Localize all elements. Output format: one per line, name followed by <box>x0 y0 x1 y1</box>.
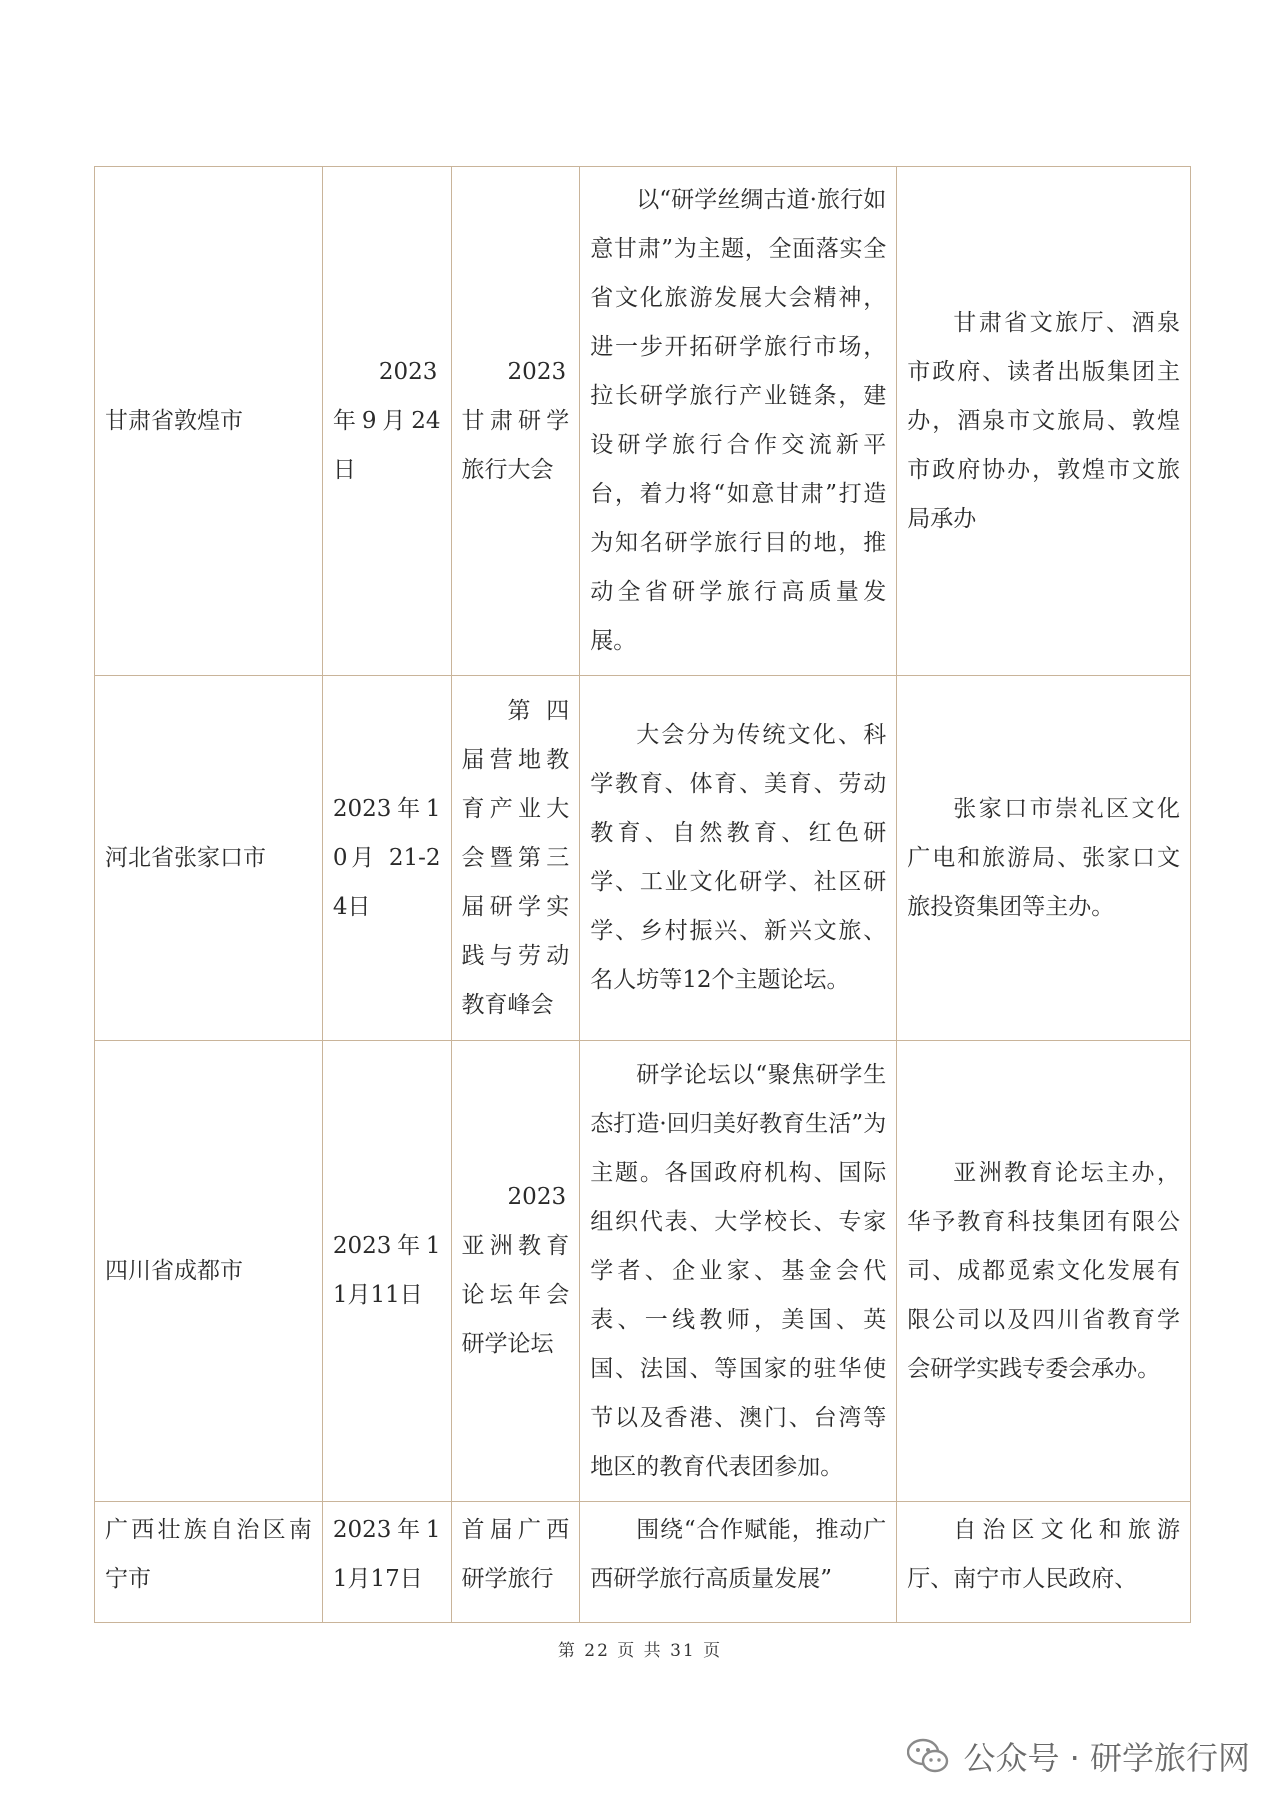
organizers-cell: 张家口市崇礼区文化广电和旅游局、张家口文旅投资集团等主办。 <box>897 676 1191 1041</box>
description-cell: 研学论坛以“聚焦研学生态打造·回归美好教育生活”为主题。各国政府机构、国际组织代表、大学校长、专家学者、企业家、基金会代表、一线教师，美国、英国、法国、等国家的驻华使节以及香港、澳门、台湾等地区的教育代表团参加。 <box>580 1041 897 1502</box>
event-name-cell: 2023亚洲教育论坛年会研学论坛 <box>451 1041 580 1502</box>
table-row <box>95 167 1191 676</box>
location-cell: 广西壮族自治区南宁市 <box>95 1502 323 1623</box>
event-name-cell: 第四届营地教育产业大会暨第三届研学实践与劳动教育峰会 <box>451 676 580 1041</box>
watermark-text: 公众号 · 研学旅行网 <box>963 1739 1250 1777</box>
description-cell: 以“研学丝绸古道·旅行如意甘肃”为主题，全面落实全省文化旅游发展大会精神，进一步开拓研学旅行市场，拉长研学旅行产业链条，建设研学旅行合作交流新平台，着力将“如意甘肃”打造为知名研学旅行目的地，推动全省研学旅行高质量发展。 <box>580 167 897 676</box>
date-cell: 2023年9月24日 <box>322 167 451 676</box>
organizers-cell: 亚洲教育论坛主办，华予教育科技集团有限公司、成都觅索文化发展有限公司以及四川省教育学会研学实践专委会承办。 <box>897 1041 1191 1502</box>
event-name-cell: 首届广西研学旅行 <box>451 1502 580 1623</box>
location-cell: 甘肃省敦煌市 <box>95 167 323 676</box>
organizers-cell: 甘肃省文旅厅、酒泉市政府、读者出版集团主办，酒泉市文旅局、敦煌市政府协办，敦煌市文旅局承办 <box>897 167 1191 676</box>
event-name-cell: 2023甘肃研学旅行大会 <box>451 167 580 676</box>
watermark <box>907 1733 1250 1779</box>
description-cell: 大会分为传统文化、科学教育、体育、美育、劳动教育、自然教育、红色研学、工业文化研学、社区研学、乡村振兴、新兴文旅、名人坊等12个主题论坛。 <box>580 676 897 1041</box>
wechat-icon <box>907 1738 949 1774</box>
location-cell: 河北省张家口市 <box>95 676 323 1041</box>
date-cell: 2023年11月17日 <box>322 1502 451 1623</box>
date-cell: 2023年10月 21-24日 <box>322 676 451 1041</box>
description-cell: 围绕“合作赋能，推动广西研学旅行高质量发展” <box>580 1502 897 1623</box>
table-row <box>95 676 1191 1041</box>
table-row <box>95 1041 1191 1502</box>
date-cell: 2023年11月11日 <box>322 1041 451 1502</box>
location-cell: 四川省成都市 <box>95 1041 323 1502</box>
organizers-cell: 自治区文化和旅游厅、南宁市人民政府、 <box>897 1502 1191 1623</box>
events-table <box>94 166 1191 1623</box>
page-number: 第 22 页 共 31 页 <box>557 1641 723 1661</box>
table-row <box>95 1502 1191 1623</box>
